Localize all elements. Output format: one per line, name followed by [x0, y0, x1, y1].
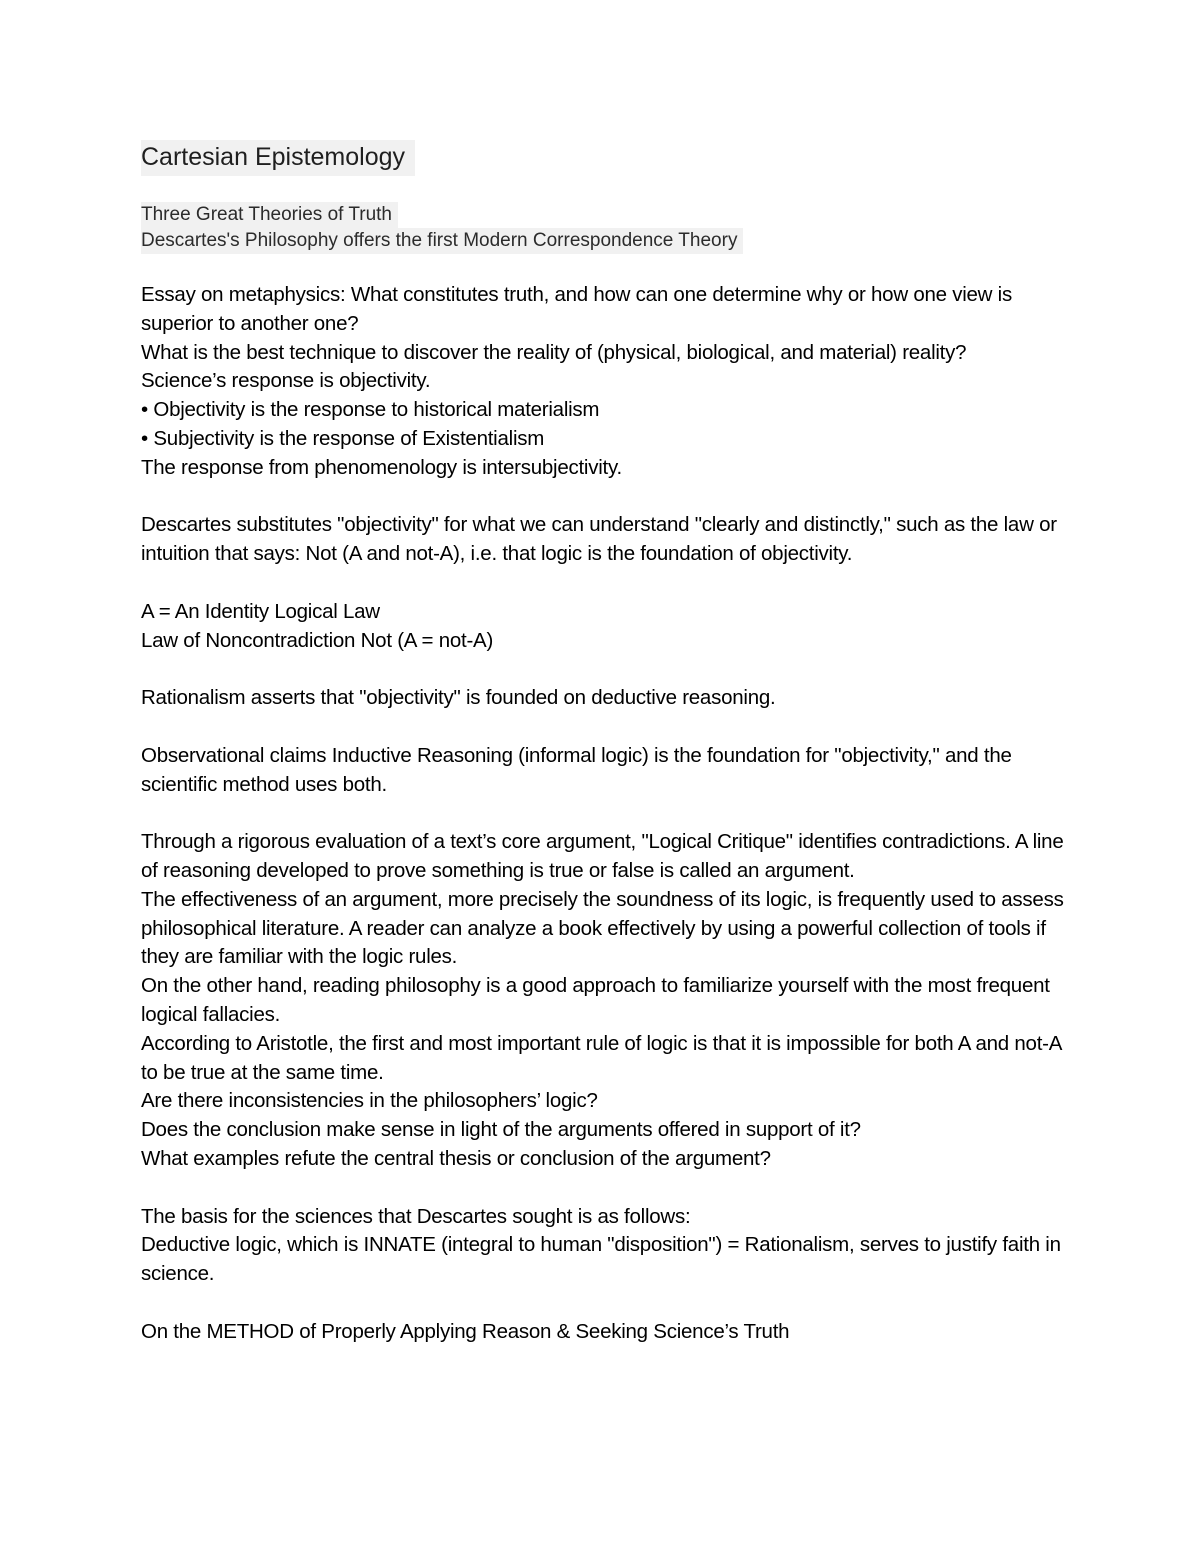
paragraph-basis-sciences: The basis for the sciences that Descartes sought is as follows:: [141, 1204, 691, 1228]
paragraph-science-response: Science’s response is objectivity.: [141, 369, 431, 393]
page-title: Cartesian Epistemology: [141, 140, 415, 176]
spacer: [141, 1174, 1081, 1203]
paragraph-inconsistencies: Are there inconsistencies in the philosophers’ logic?: [141, 1089, 598, 1113]
paragraph-other-hand: On the other hand, reading philosophy is a good approach to familiarize yourself with the most frequent logical fallacies.: [141, 974, 1050, 1026]
spacer: [141, 713, 1081, 742]
spacer: [141, 655, 1081, 684]
paragraph-identity-law: A = An Identity Logical Law: [141, 599, 380, 623]
paragraph-best-technique: What is the best technique to discover the reality of (physical, biological, and material) reality?: [141, 340, 967, 364]
bullet-objectivity: • Objectivity is the response to historical materialism: [141, 398, 600, 422]
paragraph-phenomenology: The response from phenomenology is intersubjectivity.: [141, 455, 622, 479]
subtitle-theories: Three Great Theories of Truth: [141, 202, 398, 228]
subtitle-correspondence: Descartes's Philosophy offers the first Modern Correspondence Theory: [141, 228, 743, 254]
paragraph-descartes-substitutes: Descartes substitutes "objectivity" for what we can understand "clearly and distinctly," such as the law or intuition that says: Not (A and not-A), i.e. that logic is the foundation of objectivity.: [141, 513, 1057, 566]
paragraph-method-heading: On the METHOD of Properly Applying Reason & Seeking Science’s Truth: [141, 1319, 790, 1343]
document-content: [141, 140, 1081, 1346]
document-body: [141, 281, 1081, 1346]
paragraph-rationalism: Rationalism asserts that "objectivity" is founded on deductive reasoning.: [141, 686, 776, 710]
paragraph-conclusion-sense: Does the conclusion make sense in light of the arguments offered in support of it?: [141, 1118, 861, 1142]
paragraph-aristotle: According to Aristotle, the first and most important rule of logic is that it is impossible for both A and not-A to be true at the same time.: [141, 1031, 1062, 1084]
spacer: [141, 483, 1081, 512]
paragraph-essay-question: Essay on metaphysics: What constitutes truth, and how can one determine why or how one view is superior to another one?: [141, 283, 1012, 335]
paragraph-examples-refute: What examples refute the central thesis or conclusion of the argument?: [141, 1146, 771, 1170]
spacer: [141, 254, 1081, 281]
spacer: [141, 1289, 1081, 1318]
title-block: [141, 140, 1081, 176]
paragraph-deductive-logic: Deductive logic, which is INNATE (integral to human "disposition") = Rationalism, serves to justify faith in science.: [141, 1233, 1061, 1286]
paragraph-effectiveness: The effectiveness of an argument, more precisely the soundness of its logic, is frequently used to assess philosophical literature. A reader can analyze a book effectively by using a powerful collection of tools if they are familiar with the logic rules.: [141, 887, 1064, 969]
spacer: [141, 569, 1081, 598]
paragraph-logical-critique: Through a rigorous evaluation of a text’s core argument, "Logical Critique" identifies contradictions. A line of reasoning developed to prove something is true or false is called an argument.: [141, 830, 1064, 882]
subtitle-block: [141, 202, 1081, 254]
paragraph-noncontradiction: Law of Noncontradiction Not (A = not-A): [141, 628, 494, 652]
paragraph-observational-claims: Observational claims Inductive Reasoning (informal logic) is the foundation for "objectivity," and the scientific method uses both.: [141, 743, 1012, 796]
bullet-subjectivity: • Subjectivity is the response of Existentialism: [141, 426, 545, 450]
spacer: [141, 799, 1081, 828]
